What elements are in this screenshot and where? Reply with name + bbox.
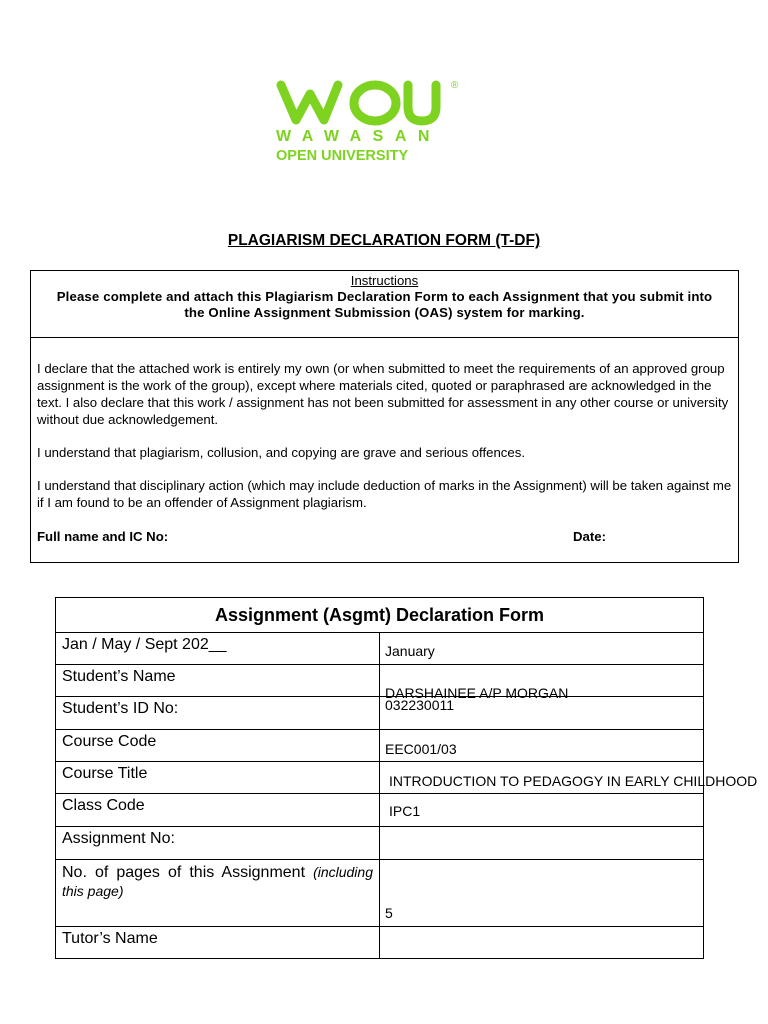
instructions-section [31, 271, 738, 338]
full-name-ic-label: Full name and IC No: [37, 529, 169, 544]
page-count-label-note: (including this page) [62, 864, 373, 899]
student-id-value: 032230011 [385, 697, 455, 713]
page-count-value: 5 [385, 905, 393, 921]
declaration-body [31, 338, 738, 511]
university-logo [276, 80, 466, 170]
table-row [56, 665, 704, 697]
table-row [56, 927, 704, 959]
class-code-field[interactable] [380, 794, 704, 827]
declaration-signature-row [37, 529, 732, 544]
instructions-text: Please complete and attach this Plagiarism Declaration Form to each Assignment that you submit into the Online Assignment Submission (OAS) system for marking. [56, 289, 713, 320]
course-code-label [56, 730, 380, 762]
semester-value: January [385, 643, 435, 659]
student-name-value: DARSHAINEE A/P MORGAN [385, 685, 569, 701]
course-title-label [56, 762, 380, 794]
class-code-label [56, 794, 380, 827]
page-count-field[interactable] [380, 860, 704, 927]
table-row [56, 860, 704, 927]
course-code-value: EEC001/03 [385, 741, 457, 757]
course-title-label-text: Course Title [62, 765, 148, 782]
table-row [56, 762, 704, 794]
tutor-name-label [56, 927, 380, 959]
semester-field[interactable] [380, 633, 704, 665]
registered-mark: ® [451, 80, 459, 91]
assignment-form-heading: Assignment (Asgmt) Declaration Form [56, 598, 704, 633]
course-code-field[interactable] [380, 730, 704, 762]
logo-text-open-university: OPEN UNIVERSITY [276, 148, 409, 164]
declaration-paragraph-1: I declare that the attached work is entirely my own (or when submitted to meet the requirements of an approved group assignment is the work of the group), except where materials cited, quoted or paraphrased are acknowledged in the text. I also declare that this work / assignment has not been submitted for assessment in any other course or university without due acknowledgement. [37, 361, 729, 427]
plagiarism-declaration-box [30, 270, 739, 563]
student-name-field[interactable] [380, 665, 704, 701]
assignment-no-label [56, 827, 380, 860]
page-title: PLAGIARISM DECLARATION FORM (T-DF) [227, 232, 541, 249]
course-title-value: INTRODUCTION TO PEDAGOGY IN EARLY CHILDHOOD [389, 773, 758, 789]
course-code-label-text: Course Code [62, 733, 157, 750]
table-row [56, 633, 704, 665]
tutor-name-label-text: Tutor’s Name [62, 930, 158, 947]
page-count-label-text: No. of pages of this Assignment [62, 864, 306, 881]
tutor-name-field[interactable] [380, 927, 704, 959]
table-row [56, 730, 704, 762]
class-code-value: IPC1 [389, 803, 421, 819]
date-label: Date: [573, 529, 606, 544]
assignment-declaration-table [55, 597, 758, 959]
instructions-heading: Instructions [350, 273, 419, 288]
semester-label [56, 633, 380, 665]
student-name-label-text: Student’s Name [62, 668, 176, 685]
semester-label-text: Jan / May / Sept 202__ [62, 636, 227, 653]
student-name-label [56, 665, 380, 697]
logo-text-wawasan: WAWASAN [276, 128, 441, 145]
declaration-paragraph-2: I understand that plagiarism, collusion, and copying are grave and serious offences. [37, 445, 525, 460]
class-code-label-text: Class Code [62, 797, 145, 814]
table-row [56, 697, 704, 730]
student-id-label-text: Student’s ID No: [62, 700, 179, 717]
table-row [56, 827, 704, 860]
page-count-label [56, 860, 380, 927]
table-row [56, 794, 704, 827]
student-id-field[interactable] [380, 697, 704, 730]
student-id-label [56, 697, 380, 730]
assignment-no-label-text: Assignment No: [62, 830, 175, 847]
assignment-no-field[interactable] [380, 827, 704, 860]
declaration-paragraph-3: I understand that disciplinary action (which may include deduction of marks in the Assignment) will be taken against me if I am found to be an offender of Assignment plagiarism. [37, 478, 732, 510]
wou-logo-mark [276, 80, 446, 126]
course-title-field[interactable] [380, 762, 758, 794]
